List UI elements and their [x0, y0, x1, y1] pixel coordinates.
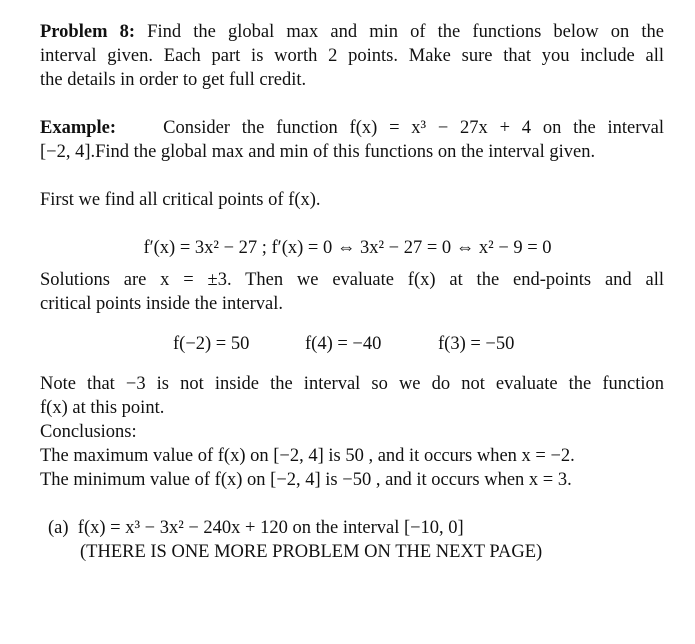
- first-step-text: First we find all critical points of f(x).: [40, 190, 321, 210]
- solutions-line-2: critical points inside the interval.: [40, 294, 284, 314]
- note-line-1: Note that −3 is not inside the interval so we do not evaluate the function: [40, 374, 664, 394]
- example-line-1: Example: Consider the function f(x) = x³ − 27x + 4 on the interval: [40, 118, 664, 138]
- evaluation-1: f(−2) = 50: [173, 334, 250, 354]
- evaluation-3: f(3) = −50: [438, 334, 515, 354]
- part-a-label: (a): [48, 518, 69, 538]
- derivative-equation: f′(x) = 3x² − 27 ; f′(x) = 0 ⇔ 3x² − 27 = 0 ⇔ x² − 9 = 0: [143, 238, 552, 258]
- example-label: Example:: [40, 118, 117, 138]
- evaluation-2: f(4) = −40: [305, 334, 382, 354]
- problem-line-2: interval given. Each part is worth 2 points. Make sure that you include all: [40, 46, 664, 66]
- problem-label: Problem 8:: [40, 22, 136, 42]
- next-page-note: (THERE IS ONE MORE PROBLEM ON THE NEXT PAGE): [80, 542, 543, 562]
- note-line-2: f(x) at this point.: [40, 398, 165, 418]
- part-a-function: f(x) = x³ − 3x² − 240x + 120 on the interval [−10, 0]: [77, 518, 464, 538]
- solutions-line-1: Solutions are x = ±3. Then we evaluate f(x) at the end-points and all: [40, 270, 664, 290]
- problem-line-3: the details in order to get full credit.: [40, 70, 307, 90]
- max-conclusion: The maximum value of f(x) on [−2, 4] is 50 , and it occurs when x = −2.: [40, 446, 575, 466]
- problem-line-1: Problem 8: Find the global max and min of the functions below on the: [40, 22, 664, 42]
- part-a-line: [48, 516, 648, 540]
- example-line-2: [−2, 4].Find the global max and min of this functions on the interval given.: [40, 142, 596, 162]
- min-conclusion: The minimum value of f(x) on [−2, 4] is −50 , and it occurs when x = 3.: [40, 470, 572, 490]
- conclusions-label: Conclusions:: [40, 422, 137, 442]
